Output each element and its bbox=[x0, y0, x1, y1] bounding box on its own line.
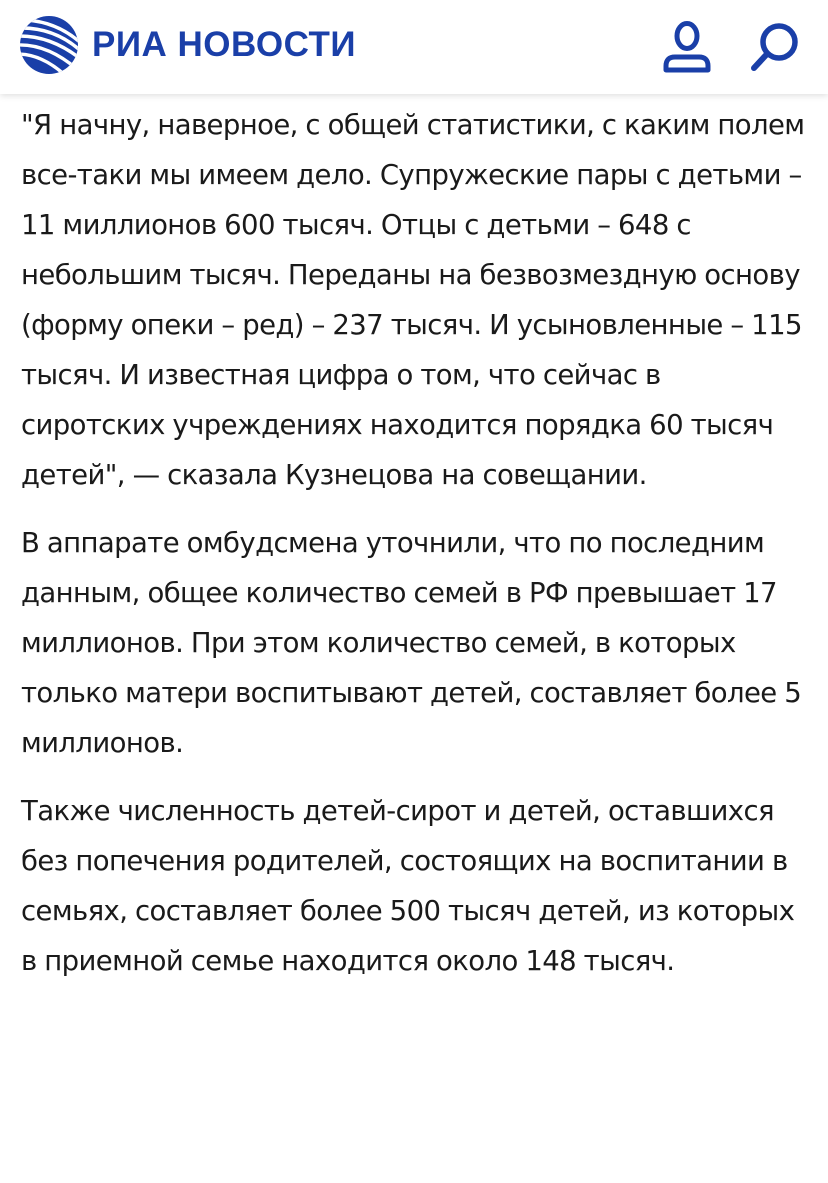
site-header bbox=[0, 0, 828, 94]
ria-globe-logo-icon bbox=[18, 14, 80, 76]
search-icon bbox=[747, 19, 803, 75]
user-button[interactable] bbox=[658, 18, 716, 76]
article-body bbox=[21, 100, 811, 1004]
article-paragraph-orphans: Также численность детей-сирот и детей, оставшихся без попечения родителей, состоящих на воспитании в семьях, составляет более 500 тысяч детей, из которых в приемной семье находится около 148 тысяч. bbox=[21, 795, 795, 977]
article-paragraph-quote: "Я начну, наверное, с общей статистики, с каким полем все-таки мы имеем дело. Супружеские пары с детьми – 11 миллионов 600 тысяч. Отцы с детьми – 648 с небольшим тысяч. Переданы на безвозмездную основу (форму опеки – ред) – 237 тысяч. И усыновленные – 115 тысяч. И известная цифра о том, что сейчас в сиротских учреждениях находится порядка 60 тысяч детей", — сказала Кузнецова на совещании. bbox=[21, 109, 805, 491]
ria-logo-link[interactable] bbox=[18, 12, 356, 78]
search-button[interactable] bbox=[746, 18, 804, 76]
user-icon bbox=[661, 19, 713, 75]
article-paragraph-families: В аппарате омбудсмена уточнили, что по последним данным, общее количество семей в РФ превышает 17 миллионов. При этом количество семей, в которых только матери воспитывают детей, составляет более 5 миллионов. bbox=[21, 527, 802, 759]
logo-text: РИА НОВОСТИ bbox=[92, 25, 357, 64]
